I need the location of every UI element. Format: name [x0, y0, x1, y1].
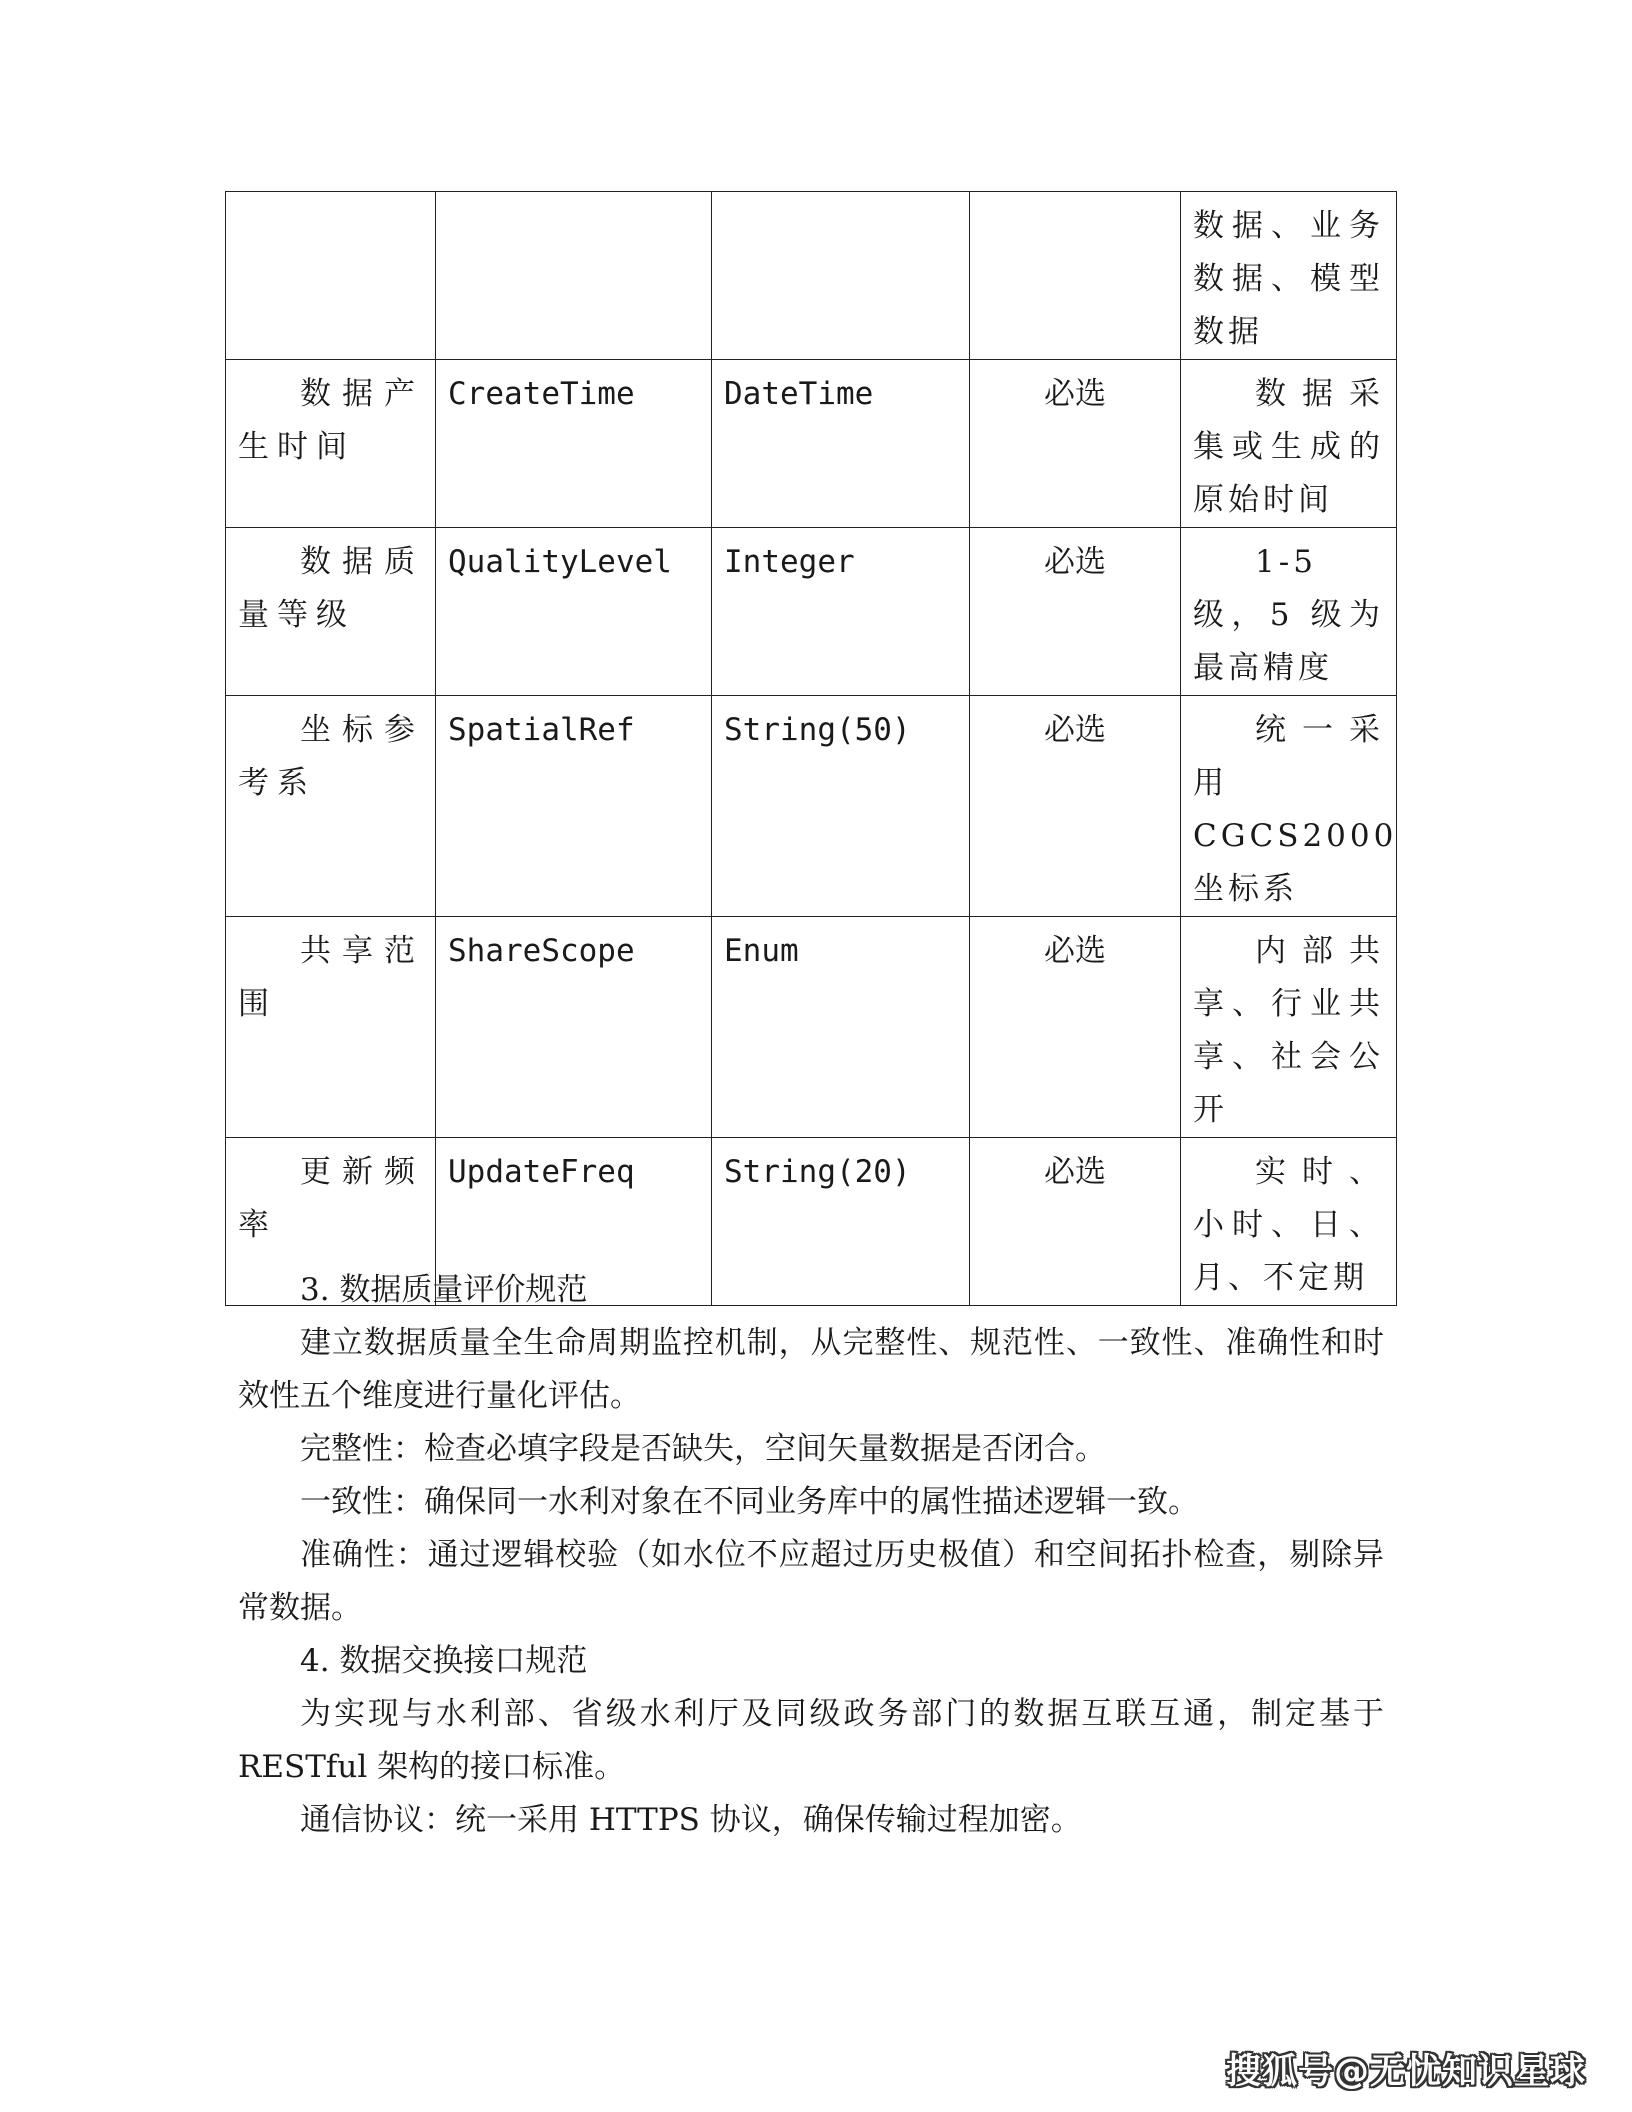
field-type-cell: Enum [712, 917, 970, 1138]
field-name-cell: 坐标参考系 [226, 696, 436, 917]
section-heading-interface: 4. 数据交换接口规范 [300, 1643, 588, 1679]
field-desc-cell: 内部共享、行业共享、社会公开 [1181, 917, 1397, 1138]
field-type-cell: String(50) [712, 696, 970, 917]
paragraph: 一致性：确保同一水利对象在不同业务库中的属性描述逻辑一致。 [300, 1484, 1199, 1520]
field-name-cell: 共享范围 [226, 917, 436, 1138]
field-code-cell: ShareScope [436, 917, 712, 1138]
table-row [226, 192, 1397, 360]
field-code-cell: QualityLevel [436, 528, 712, 696]
body-text [238, 1264, 1384, 1847]
field-type-cell: Integer [712, 528, 970, 696]
table-row [226, 696, 1397, 917]
field-code-cell [436, 192, 712, 360]
table-row [226, 360, 1397, 528]
field-required-cell: 必选 [970, 1138, 1181, 1306]
field-required-cell: 必选 [970, 360, 1181, 528]
field-type-cell: String(20) [712, 1138, 970, 1306]
metadata-field-table [225, 191, 1397, 1306]
paragraph: 完整性：检查必填字段是否缺失，空间矢量数据是否闭合。 [300, 1431, 1106, 1467]
field-type-cell [712, 192, 970, 360]
field-desc-cell: 数据采集或生成的原始时间 [1181, 360, 1397, 528]
field-required-cell: 必选 [970, 696, 1181, 917]
table-row [226, 528, 1397, 696]
field-required-cell [970, 192, 1181, 360]
field-desc-cell: 统一采用 CGCS2000 坐标系 [1181, 696, 1397, 917]
field-code-cell: UpdateFreq [436, 1138, 712, 1306]
field-desc-cell: 数据、业务数据、模型数据 [1181, 192, 1397, 360]
field-name-cell: 数据质量等级 [226, 528, 436, 696]
field-name-cell: 数据产生时间 [226, 360, 436, 528]
paragraph: 通信协议：统一采用 HTTPS 协议，确保传输过程加密。 [300, 1802, 1082, 1838]
field-code-cell: SpatialRef [436, 696, 712, 917]
watermark: 搜狐号@无忧知识星球 [1225, 2052, 1586, 2092]
field-desc-cell: 实时、小时、日、月、不定期 [1181, 1138, 1397, 1306]
field-type-cell: DateTime [712, 360, 970, 528]
field-code-cell: CreateTime [436, 360, 712, 528]
field-required-cell: 必选 [970, 917, 1181, 1138]
section-heading-quality: 3. 数据质量评价规范 [300, 1272, 588, 1308]
table-row [226, 917, 1397, 1138]
paragraph: 为实现与水利部、省级水利厅及同级政务部门的数据互联互通，制定基于 RESTful 架构的接口标准。 [238, 1696, 1384, 1785]
paragraph: 建立数据质量全生命周期监控机制，从完整性、规范性、一致性、准确性和时效性五个维度进行量化评估。 [238, 1325, 1384, 1414]
field-name-cell [226, 192, 436, 360]
field-name-cell: 更新频率 [226, 1138, 436, 1306]
paragraph: 准确性：通过逻辑校验（如水位不应超过历史极值）和空间拓扑检查，剔除异常数据。 [238, 1537, 1384, 1626]
field-required-cell: 必选 [970, 528, 1181, 696]
field-desc-cell: 1-5 级，5 级为最高精度 [1181, 528, 1397, 696]
